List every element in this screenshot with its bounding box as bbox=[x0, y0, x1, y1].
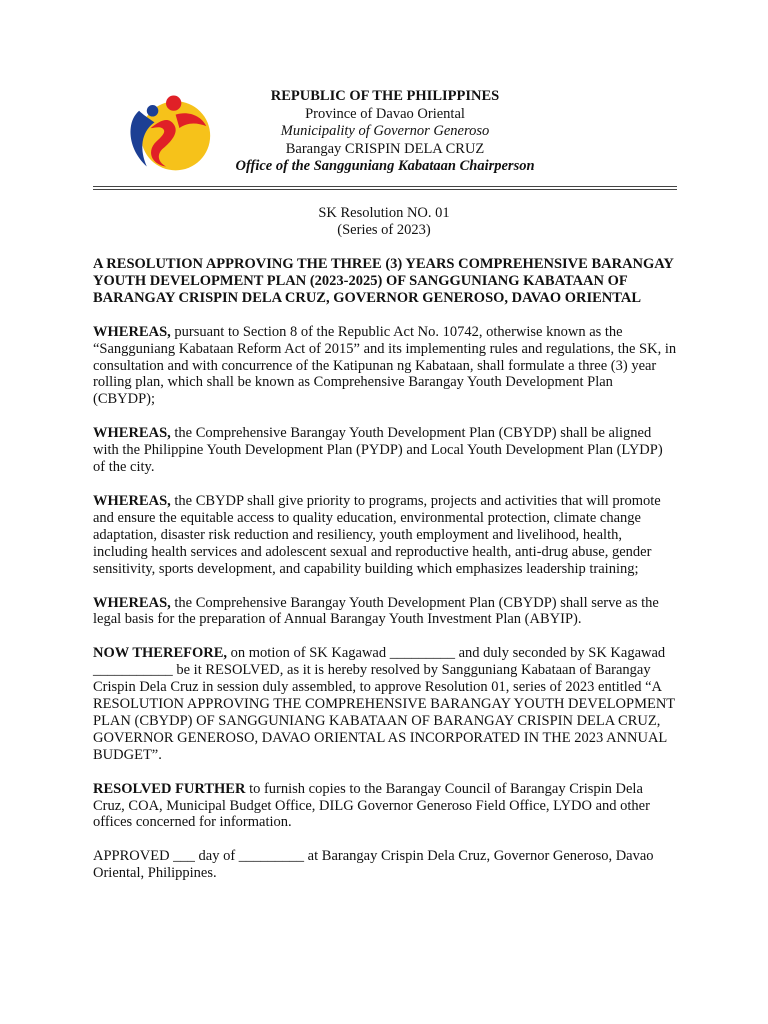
resolution-number-block bbox=[0, 205, 768, 239]
whereas-paragraph-1 bbox=[93, 324, 678, 409]
header-divider-bottom bbox=[93, 189, 677, 190]
header-divider-top bbox=[93, 186, 677, 187]
resolution-number: SK Resolution NO. 01 bbox=[318, 205, 450, 221]
whereas-paragraph-4 bbox=[93, 595, 678, 629]
whereas-paragraph-3 bbox=[93, 493, 678, 578]
paragraph-text: the CBYDP shall give priority to programs, projects and activities that will promote and ensure the equitable access to quality education, environmental protection, climate change adaptation, disaster risk reduction and resiliency, youth employment and livelihood, health, including health services and adolescent sexual and reproductive health, anti-drug abuse, gender sensitivity, sports development, and capability building which emphasizes leadership training; bbox=[93, 492, 661, 577]
paragraph-lead: NOW THEREFORE, bbox=[93, 645, 228, 662]
resolution-body bbox=[93, 256, 678, 899]
paragraph-lead: RESOLVED FURTHER bbox=[93, 780, 246, 797]
letterhead-province: Province of Davao Oriental bbox=[305, 105, 465, 122]
whereas-paragraph-2 bbox=[93, 425, 678, 476]
paragraph-lead: WHEREAS, bbox=[93, 492, 171, 509]
logo-blue-head bbox=[147, 105, 159, 117]
paragraph-text: to furnish copies to the Barangay Council of Barangay Crispin Dela Cruz, COA, Municipal Budget Office, DILG Governor Generoso Field Office, LYDO and other offices concerned for information. bbox=[93, 780, 650, 831]
resolved-further-paragraph bbox=[93, 781, 678, 832]
paragraph-text: the Comprehensive Barangay Youth Development Plan (CBYDP) shall be aligned with the Philippine Youth Development Plan (PYDP) and Local Youth Development Plan (LYDP) of the city. bbox=[93, 425, 663, 476]
paragraph-lead: WHEREAS, bbox=[93, 425, 171, 442]
approved-paragraph bbox=[93, 848, 678, 882]
letterhead-barangay: Barangay CRISPIN DELA CRUZ bbox=[285, 140, 485, 157]
paragraph-text: on motion of SK Kagawad _________ and duly seconded by SK Kagawad ___________ be it RESOLVED, as it is hereby resolved by Sangguniang Kabataan of Barangay Crispin Dela Cruz in session duly assembled, to approve Resolution 01, series of 2023 entitled “A RESOLUTION APPROVING THE COMPREHENSIVE BARANGAY YOUTH DEVELOPMENT PLAN (CBYDP) OF SANGGUNIANG KABATAAN OF BARANGAY CRISPIN DELA CRUZ, GOVERNOR GENEROSO, DAVAO ORIENTAL AS INCORPORATED IN THE 2023 ANNUAL BUDGET”. bbox=[93, 645, 675, 763]
now-therefore-paragraph bbox=[93, 645, 678, 763]
paragraph-lead: WHEREAS, bbox=[93, 594, 171, 611]
paragraph-text: APPROVED ___ day of _________ at Barangay Crispin Dela Cruz, Governor Generoso, Davao Oriental, Philippines. bbox=[93, 848, 654, 882]
letterhead-republic: REPUBLIC OF THE PHILIPPINES bbox=[270, 88, 500, 104]
letterhead-municipality: Municipality of Governor Generoso bbox=[280, 123, 490, 139]
letterhead-office: Office of the Sangguniang Kabataan Chairperson bbox=[235, 158, 535, 174]
paragraph-text: the Comprehensive Barangay Youth Development Plan (CBYDP) shall serve as the legal basis for the preparation of Annual Barangay Youth Investment Plan (ABYIP). bbox=[93, 594, 659, 628]
logo-red-head bbox=[166, 95, 181, 110]
letterhead bbox=[200, 88, 570, 176]
paragraph-text: pursuant to Section 8 of the Republic Act No. 10742, otherwise known as the “Sangguniang Kabataan Reform Act of 2015” and its implementing rules and regulations, the SK, in consultation and with concurrence of the Katipunan ng Kabataan, shall formulate a three (3) year rolling plan, which shall be known as Comprehensive Barangay Youth Development Plan (CBYDP); bbox=[93, 323, 677, 408]
resolution-series: (Series of 2023) bbox=[337, 222, 431, 238]
resolution-title: A RESOLUTION APPROVING THE THREE (3) YEARS COMPREHENSIVE BARANGAY YOUTH DEVELOPMENT PLAN (2023-2025) OF SANGGUNIANG KABATAAN OF BARANGAY CRISPIN DELA CRUZ, GOVERNOR GENEROSO, DAVAO ORIENTAL bbox=[93, 256, 674, 306]
paragraph-lead: WHEREAS, bbox=[93, 323, 171, 340]
